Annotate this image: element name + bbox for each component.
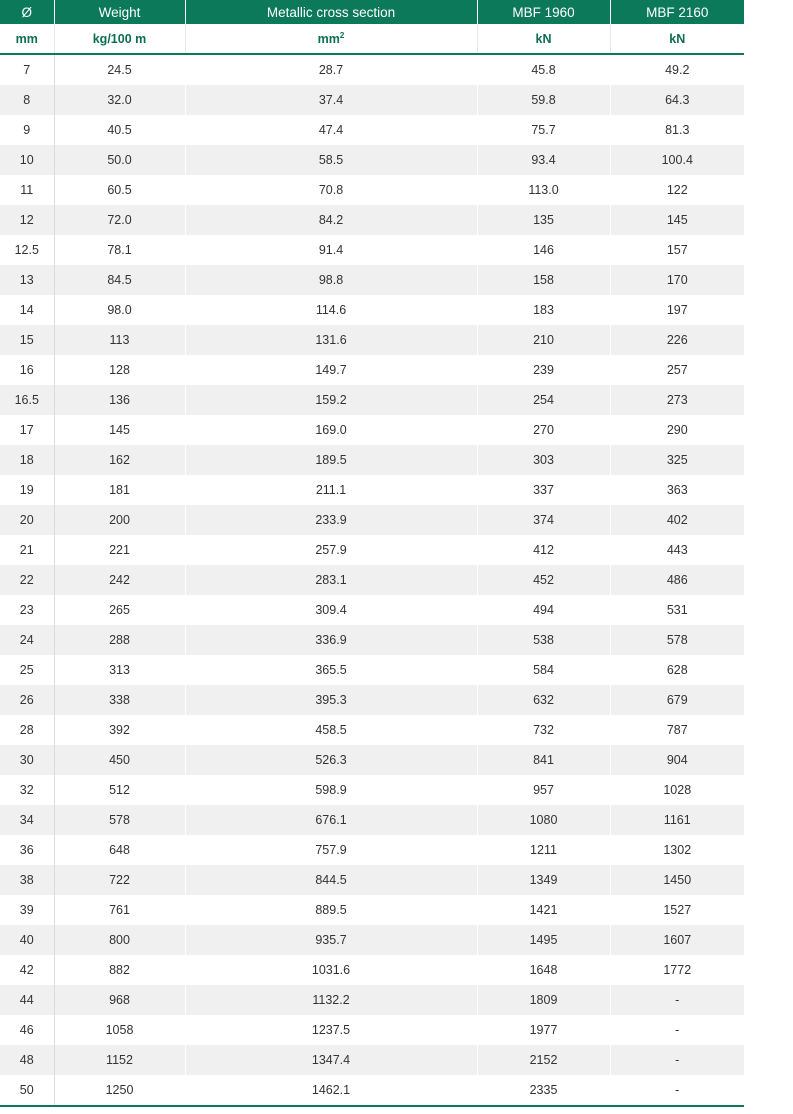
- cell-mbf-1960: 1421: [477, 895, 610, 925]
- table-row: [0, 595, 744, 625]
- cell-mbf-2160: 443: [666, 543, 688, 557]
- cell-diameter: 44: [0, 985, 54, 1015]
- cell-mbf-2160: 531: [666, 603, 688, 617]
- table-row: [0, 54, 744, 85]
- cell-mbf-1960: 732: [477, 715, 610, 745]
- cell-mbf-1960: 2152: [477, 1045, 610, 1075]
- cell-diameter: 16.5: [0, 385, 54, 415]
- cell-mbf-1960: 2335: [477, 1075, 610, 1105]
- cell-mbf-1960: 632: [477, 685, 610, 715]
- cell-diameter: 19: [0, 475, 54, 505]
- cell-cross-section: 598.9: [185, 775, 477, 805]
- cell-weight: 32.0: [54, 85, 185, 115]
- cell-mbf-1960: 135: [477, 205, 610, 235]
- cell-mbf-1960: 239: [477, 355, 610, 385]
- header-row: [0, 0, 744, 24]
- cell-cross-section: 283.1: [185, 565, 477, 595]
- cell-diameter: 36: [0, 835, 54, 865]
- cell-mbf-2160: 100.4: [610, 145, 744, 175]
- table-row: [0, 775, 744, 805]
- cell-mbf-2160: 1607: [610, 925, 744, 955]
- cell-weight: 181: [54, 475, 185, 505]
- table-row: [0, 865, 744, 895]
- cell-cross-section: 114.6: [185, 295, 477, 325]
- cell-mbf-1960: 183: [477, 295, 610, 325]
- cell-cross-section: 37.4: [185, 85, 477, 115]
- cell-cross-section: 84.2: [185, 205, 477, 235]
- cell-cross-section: 91.4: [185, 235, 477, 265]
- table-row: [0, 145, 744, 175]
- cell-cross-section: 526.3: [185, 745, 477, 775]
- table-row: [0, 85, 744, 115]
- cell-diameter: 15: [0, 325, 54, 355]
- cell-mbf-1960: 59.8: [477, 85, 610, 115]
- cell-mbf-1960: 412: [477, 535, 610, 565]
- cell-cross-section: 844.5: [185, 865, 477, 895]
- cell-weight: 578: [54, 805, 185, 835]
- unit-mbf-1960: kN: [477, 24, 610, 54]
- cell-mbf-2160: 787: [666, 723, 688, 737]
- cell-weight: 800: [54, 925, 185, 955]
- table-row: [0, 235, 744, 265]
- cell-weight: 136: [54, 385, 185, 415]
- cell-mbf-1960: 254: [477, 385, 610, 415]
- cell-mbf-2160: 122: [666, 183, 688, 197]
- cell-weight: 113: [54, 325, 185, 355]
- cell-mbf-2160: 1028: [663, 783, 692, 797]
- cell-weight: 265: [54, 595, 185, 625]
- cell-cross-section: 1347.4: [185, 1045, 477, 1075]
- cell-mbf-2160: -: [610, 1045, 744, 1075]
- cell-weight: 40.5: [54, 115, 185, 145]
- cell-diameter: 16: [0, 355, 54, 385]
- cell-diameter: 22: [0, 565, 54, 595]
- cell-diameter: 17: [0, 415, 54, 445]
- table-row: [0, 355, 744, 385]
- cell-weight: 1152: [54, 1045, 185, 1075]
- units-row: [0, 24, 744, 54]
- cell-mbf-2160: 64.3: [610, 85, 744, 115]
- cell-diameter: 40: [0, 925, 54, 955]
- cell-mbf-2160: 679: [610, 685, 744, 715]
- table-row: [0, 655, 744, 685]
- cell-weight: 145: [54, 415, 185, 445]
- cell-weight: 761: [54, 895, 185, 925]
- cell-diameter: 8: [0, 85, 54, 115]
- cell-cross-section: 365.5: [185, 655, 477, 685]
- table-row: [0, 295, 744, 325]
- table-row: [0, 955, 744, 985]
- table-row: [0, 1045, 744, 1075]
- header-cross-section: Metallic cross section: [185, 0, 477, 24]
- cell-mbf-2160: 325: [610, 445, 744, 475]
- cell-diameter: 26: [0, 685, 54, 715]
- table-row: [0, 805, 744, 835]
- cell-diameter: 39: [0, 895, 54, 925]
- cell-weight: 450: [54, 745, 185, 775]
- cell-mbf-1960: 494: [477, 595, 610, 625]
- cell-mbf-2160: 1450: [610, 865, 744, 895]
- cell-weight: 288: [54, 625, 185, 655]
- cell-diameter: 7: [0, 54, 54, 85]
- cell-mbf-2160: 904: [610, 745, 744, 775]
- bottom-rule: [0, 1105, 744, 1107]
- cell-cross-section: 309.4: [185, 595, 477, 625]
- cell-diameter: 12.5: [0, 235, 54, 265]
- cell-mbf-2160: -: [675, 1083, 680, 1097]
- cell-diameter: 42: [0, 955, 54, 985]
- cell-cross-section: 58.5: [185, 145, 477, 175]
- cell-weight: 50.0: [54, 145, 185, 175]
- cell-cross-section: 169.0: [185, 415, 477, 445]
- cell-mbf-1960: 374: [477, 505, 610, 535]
- cell-weight: 648: [54, 835, 185, 865]
- unit-diameter: mm: [0, 24, 54, 54]
- table-row: [0, 985, 744, 1015]
- cell-mbf-1960: 1495: [477, 925, 610, 955]
- cell-mbf-2160: 257: [666, 363, 688, 377]
- cell-mbf-1960: 1349: [477, 865, 610, 895]
- cell-weight: 128: [54, 355, 185, 385]
- cell-weight: 24.5: [54, 54, 185, 85]
- cell-weight: 72.0: [54, 205, 185, 235]
- cell-diameter: 28: [0, 715, 54, 745]
- cell-cross-section: 1462.1: [185, 1075, 477, 1105]
- unit-cross-section-exponent: 2: [339, 30, 345, 40]
- cell-mbf-2160: -: [675, 1023, 680, 1037]
- cell-cross-section: 131.6: [185, 325, 477, 355]
- cell-mbf-1960: 113.0: [477, 175, 610, 205]
- cell-cross-section: 395.3: [185, 685, 477, 715]
- cell-diameter: 13: [0, 265, 54, 295]
- table-row: [0, 895, 744, 925]
- cell-diameter: 11: [0, 175, 54, 205]
- table-row: [0, 565, 744, 595]
- cell-diameter: 32: [0, 775, 54, 805]
- cell-mbf-1960: 210: [477, 325, 610, 355]
- cell-mbf-2160: 578: [610, 625, 744, 655]
- cell-mbf-2160: 226: [610, 325, 744, 355]
- cell-weight: 60.5: [54, 175, 185, 205]
- cell-cross-section: 70.8: [185, 175, 477, 205]
- table-row: [0, 625, 744, 655]
- cell-mbf-1960: 584: [477, 655, 610, 685]
- table-row: [0, 925, 744, 955]
- cell-mbf-2160: 402: [610, 505, 744, 535]
- cell-mbf-1960: 337: [477, 475, 610, 505]
- cell-diameter: 48: [0, 1045, 54, 1075]
- header-diameter: Ø: [0, 0, 54, 24]
- cell-mbf-2160: 1302: [663, 843, 692, 857]
- cell-mbf-1960: 1977: [477, 1015, 610, 1045]
- cell-cross-section: 935.7: [185, 925, 477, 955]
- cell-diameter: 21: [0, 535, 54, 565]
- cell-weight: 968: [54, 985, 185, 1015]
- cell-weight: 512: [54, 775, 185, 805]
- cell-weight: 338: [54, 685, 185, 715]
- cell-mbf-2160: 170: [610, 265, 744, 295]
- cell-cross-section: 336.9: [185, 625, 477, 655]
- table-row: [0, 505, 744, 535]
- cell-cross-section: 1031.6: [185, 955, 477, 985]
- cell-cross-section: 1237.5: [185, 1015, 477, 1045]
- cell-cross-section: 757.9: [185, 835, 477, 865]
- cell-weight: 313: [54, 655, 185, 685]
- cell-cross-section: 149.7: [185, 355, 477, 385]
- cell-mbf-2160: 1161: [610, 805, 744, 835]
- cell-diameter: 50: [0, 1075, 54, 1105]
- table-row: [0, 415, 744, 445]
- cell-cross-section: 159.2: [185, 385, 477, 415]
- cell-cross-section: 28.7: [185, 54, 477, 85]
- cell-mbf-2160: 197: [666, 303, 688, 317]
- cell-diameter: 24: [0, 625, 54, 655]
- unit-cross-section: [185, 24, 477, 54]
- cell-weight: 221: [54, 535, 185, 565]
- cell-mbf-2160: 628: [666, 663, 688, 677]
- unit-mbf-2160: kN: [610, 24, 744, 54]
- cell-mbf-2160: 273: [610, 385, 744, 415]
- cell-cross-section: 257.9: [185, 535, 477, 565]
- cell-mbf-1960: 146: [477, 235, 610, 265]
- header-mbf-2160: MBF 2160: [610, 0, 744, 24]
- cell-mbf-2160: -: [610, 985, 744, 1015]
- cell-mbf-2160: 1772: [663, 963, 692, 977]
- cell-weight: 98.0: [54, 295, 185, 325]
- cell-mbf-2160: 486: [610, 565, 744, 595]
- table-row: [0, 1015, 744, 1045]
- cell-mbf-2160: 1527: [663, 903, 692, 917]
- table-row: [0, 685, 744, 715]
- cell-weight: 722: [54, 865, 185, 895]
- cell-cross-section: 98.8: [185, 265, 477, 295]
- table-row: [0, 265, 744, 295]
- cell-diameter: 25: [0, 655, 54, 685]
- table-row: [0, 1075, 744, 1105]
- table-row: [0, 835, 744, 865]
- cell-diameter: 12: [0, 205, 54, 235]
- cell-cross-section: 676.1: [185, 805, 477, 835]
- cell-mbf-1960: 303: [477, 445, 610, 475]
- cell-mbf-2160: 81.3: [665, 123, 690, 137]
- cell-diameter: 23: [0, 595, 54, 625]
- cell-mbf-1960: 270: [477, 415, 610, 445]
- table-row: [0, 325, 744, 355]
- cell-mbf-1960: 75.7: [477, 115, 610, 145]
- cell-cross-section: 233.9: [185, 505, 477, 535]
- cell-cross-section: 1132.2: [185, 985, 477, 1015]
- table-body: [0, 54, 744, 1105]
- cell-mbf-1960: 1648: [477, 955, 610, 985]
- cell-weight: 84.5: [54, 265, 185, 295]
- cell-weight: 1250: [54, 1075, 185, 1105]
- cell-mbf-1960: 45.8: [477, 54, 610, 85]
- cell-mbf-1960: 93.4: [477, 145, 610, 175]
- cell-mbf-1960: 538: [477, 625, 610, 655]
- cell-diameter: 18: [0, 445, 54, 475]
- cell-weight: 392: [54, 715, 185, 745]
- cell-cross-section: 889.5: [185, 895, 477, 925]
- cell-diameter: 34: [0, 805, 54, 835]
- cell-diameter: 20: [0, 505, 54, 535]
- cell-mbf-1960: 957: [477, 775, 610, 805]
- unit-weight: kg/100 m: [54, 24, 185, 54]
- table-row: [0, 745, 744, 775]
- table-row: [0, 445, 744, 475]
- table-row: [0, 175, 744, 205]
- cell-mbf-1960: 1080: [477, 805, 610, 835]
- cell-cross-section: 47.4: [185, 115, 477, 145]
- cell-mbf-1960: 841: [477, 745, 610, 775]
- cell-mbf-2160: 145: [610, 205, 744, 235]
- table-row: [0, 475, 744, 505]
- cell-weight: 78.1: [54, 235, 185, 265]
- table-row: [0, 715, 744, 745]
- cell-diameter: 30: [0, 745, 54, 775]
- cell-mbf-2160: 157: [666, 243, 688, 257]
- table-row: [0, 385, 744, 415]
- cell-mbf-2160: 290: [666, 423, 688, 437]
- cell-weight: 242: [54, 565, 185, 595]
- cell-mbf-2160: 49.2: [665, 63, 690, 77]
- header-weight: Weight: [54, 0, 185, 24]
- cell-cross-section: 458.5: [185, 715, 477, 745]
- cell-weight: 162: [54, 445, 185, 475]
- cell-diameter: 46: [0, 1015, 54, 1045]
- header-mbf-1960: MBF 1960: [477, 0, 610, 24]
- cell-mbf-1960: 452: [477, 565, 610, 595]
- cell-cross-section: 211.1: [185, 475, 477, 505]
- table-row: [0, 205, 744, 235]
- cell-diameter: 14: [0, 295, 54, 325]
- cell-mbf-2160: 363: [666, 483, 688, 497]
- cell-diameter: 9: [0, 115, 54, 145]
- table-row: [0, 115, 744, 145]
- cell-weight: 1058: [54, 1015, 185, 1045]
- cell-diameter: 10: [0, 145, 54, 175]
- unit-cross-section-base: mm: [317, 31, 340, 46]
- table-row: [0, 535, 744, 565]
- cell-diameter: 38: [0, 865, 54, 895]
- cell-mbf-1960: 158: [477, 265, 610, 295]
- cell-mbf-1960: 1211: [477, 835, 610, 865]
- cell-weight: 882: [54, 955, 185, 985]
- cell-weight: 200: [54, 505, 185, 535]
- cell-mbf-1960: 1809: [477, 985, 610, 1015]
- cell-cross-section: 189.5: [185, 445, 477, 475]
